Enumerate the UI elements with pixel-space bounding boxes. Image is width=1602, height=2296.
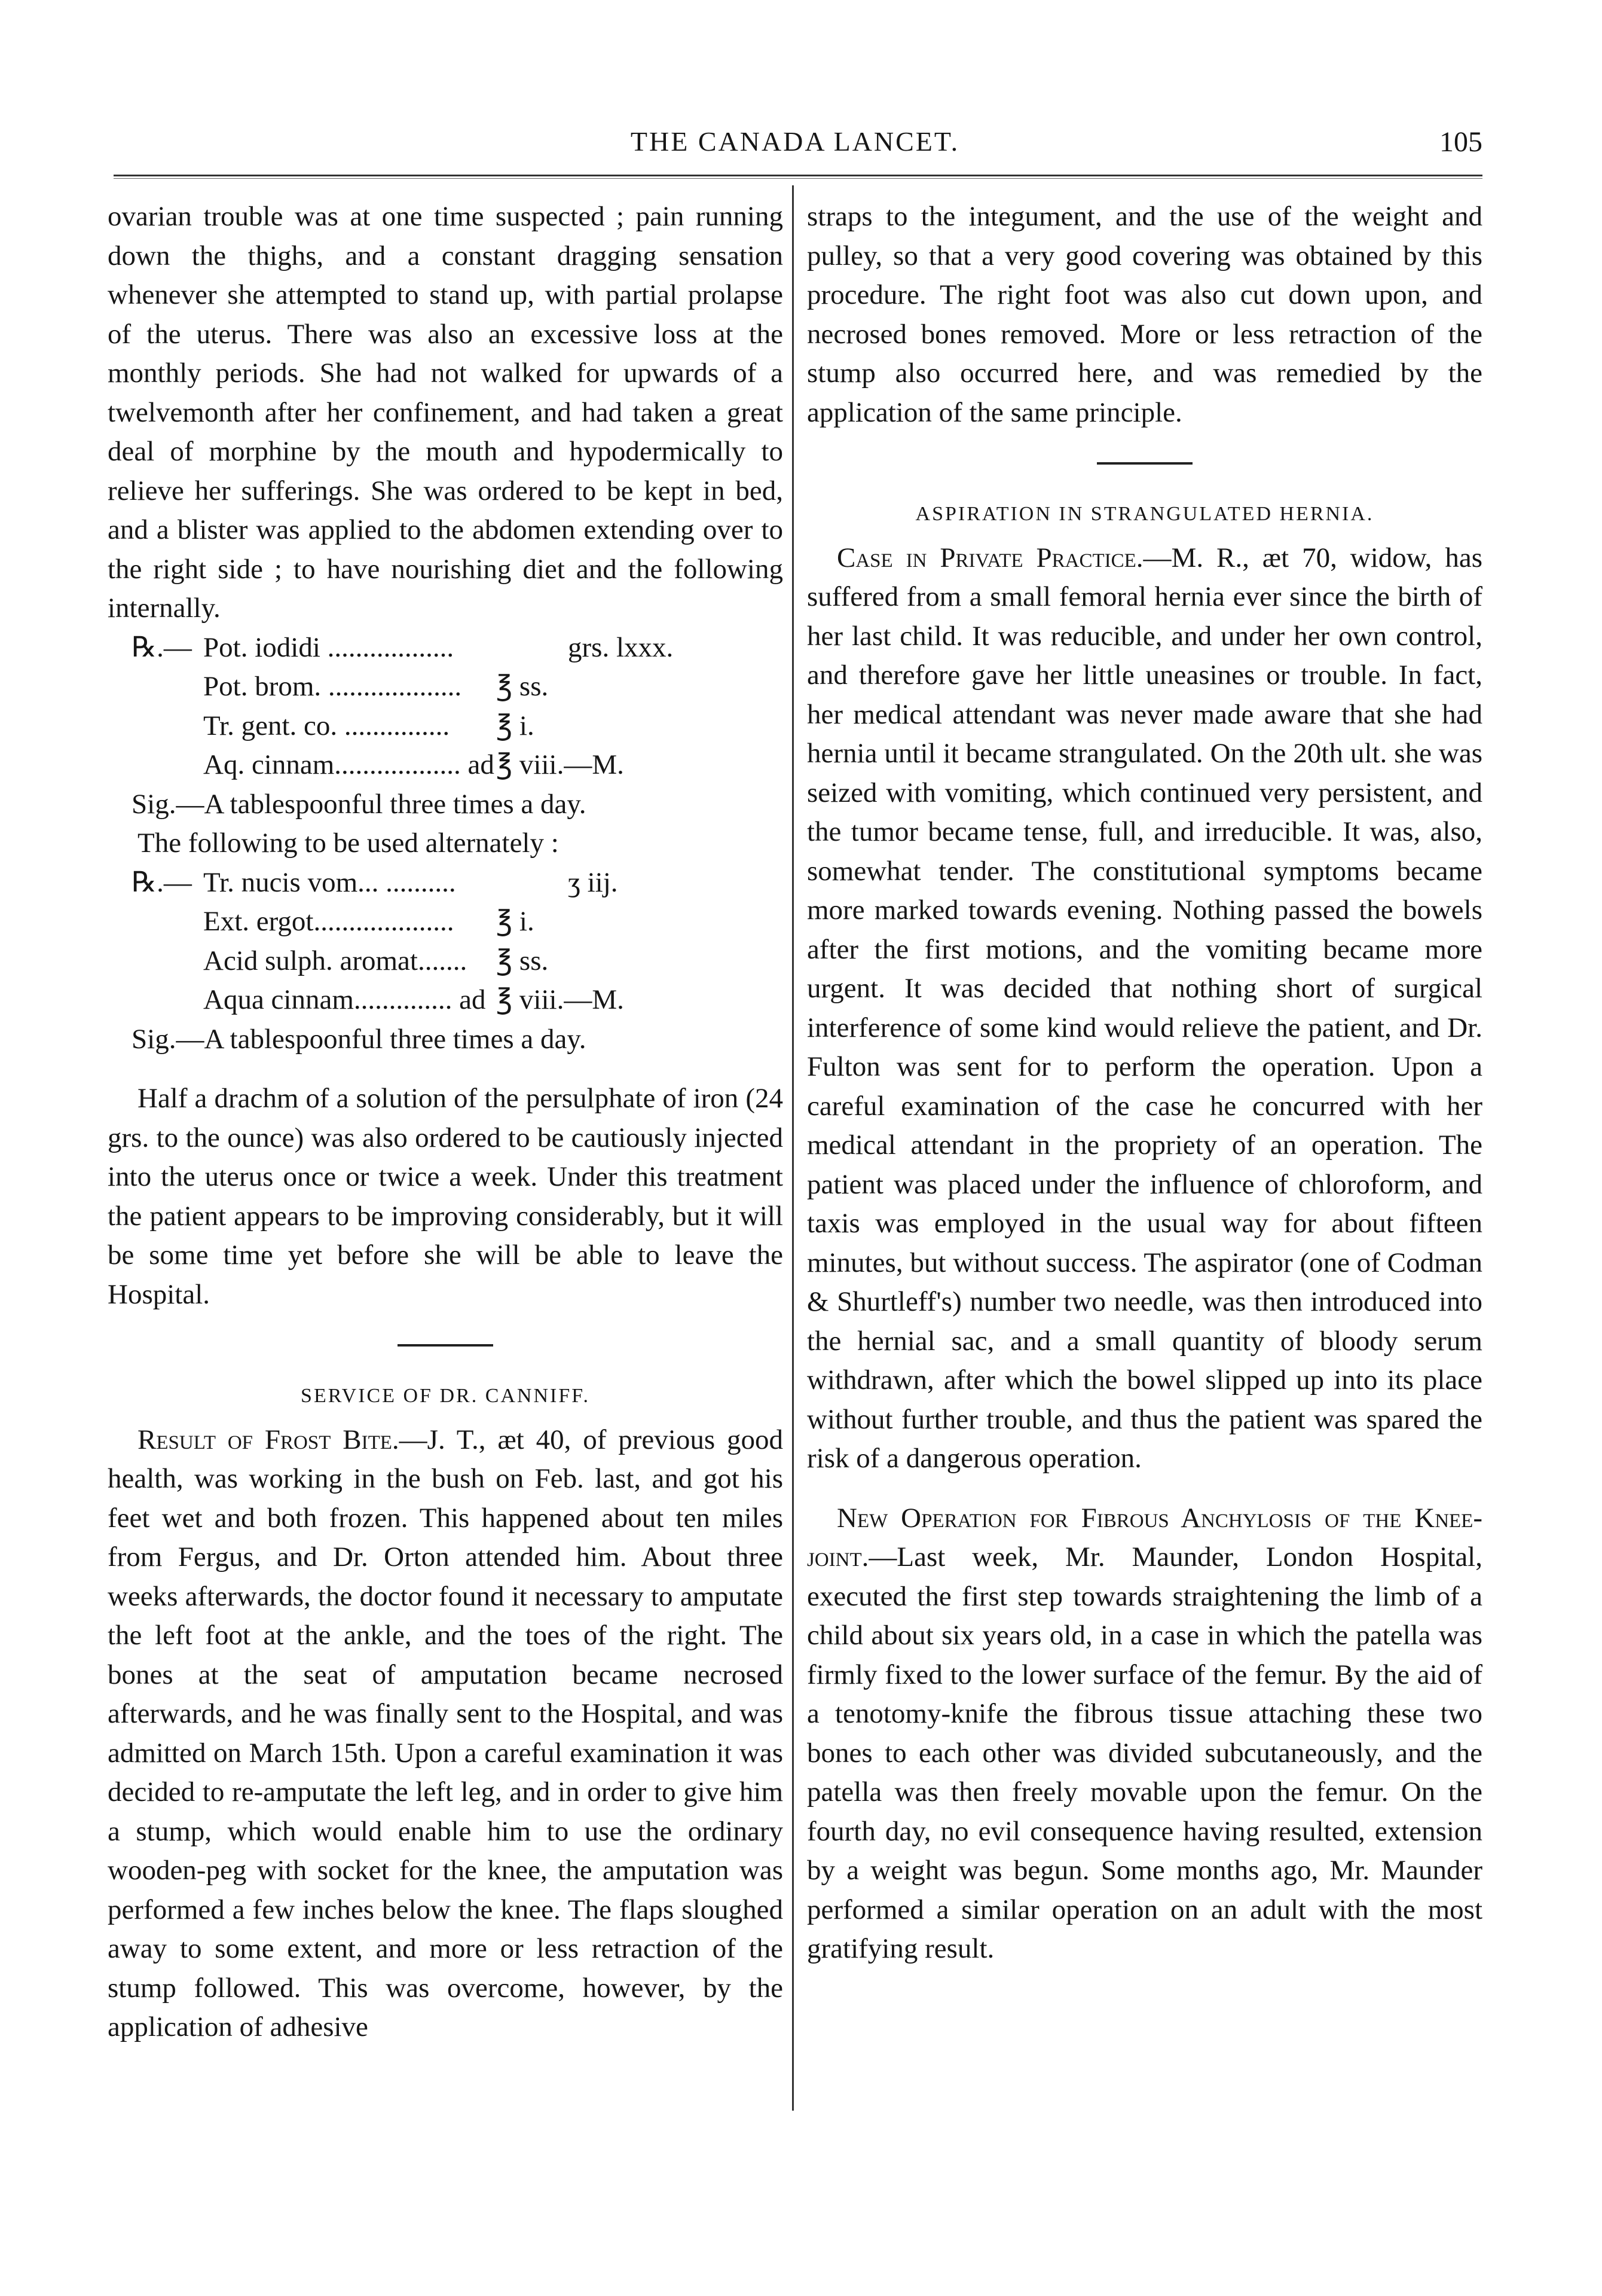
drug-name: Pot. brom. ................... — [203, 671, 462, 702]
case-body: —J. T., æt 40, of previous good health, was working in the bush on Feb. last, and got his feet wet and both frozen. This happened about ten miles from Fergus, and Dr. Orton attended him. About three weeks afterwards, the doctor found it necessary to amputate the left foot at the ankle, and the toes of the right. The bones at the seat of amputation became necrosed afterwards, and he was finally sent to the Hospital, and was admitted on March 15th. Upon a careful examination it was decided to re-amputate the left leg, and in order to give him a stump, which would enable him to use the ordinary wooden-peg with socket for the knee, the amputation was performed a few inches below the knee. The flaps sloughed away to some extent, and more or less retraction of the stump followed. This was overcome, however, by the application of adhesive — [108, 1424, 783, 2042]
left-column — [108, 197, 783, 2047]
treatment-paragraph: Half a drachm of a solution of the persulphate of iron (24 grs. to the ounce) was also ordered to be cautiously injected into the uterus once or twice a week. Under this treatment the patient appears to be improving considerably, but it will be some time yet before she will be able to leave the Hospital. — [108, 1083, 783, 1310]
recipe-symbol: ℞.— — [132, 631, 192, 663]
page-number: 105 — [1439, 126, 1482, 158]
drug-name: Pot. iodidi .................. — [203, 631, 454, 663]
prescription-line — [132, 902, 783, 942]
recipe-symbol: ℞.— — [132, 866, 192, 898]
prescription-line — [132, 746, 783, 785]
case-body: —Last week, Mr. Maunder, London Hospital, executed the first step towards straightening the limb of a child about six years old, in a case in which the patella was firmly fixed to the lower surface of the femur. By the aid of a tenotomy-knife the fibrous tissue attaching these two bones to each other was divided subcutaneously, and the patella was then freely movable upon the femur. On the fourth day, no evil consequence having resulted, extension by a weight was begun. Some months ago, Mr. Maunder performed a similar operation on an adult with the most gratifying result. — [807, 1541, 1482, 1964]
prescription-line — [132, 667, 783, 707]
drug-name: Aqua cinnam.............. ad — [203, 984, 486, 1015]
section-heading: ASPIRATION IN STRANGULATED HERNIA. — [915, 503, 1374, 525]
alternate-intro: The following to be used alternately : — [137, 828, 559, 859]
drug-dose: ℥ viii.—M. — [496, 984, 624, 1015]
drug-dose: ℥ i. — [496, 906, 534, 937]
signa-line: Sig.—A tablespoonful three times a day. — [132, 788, 586, 820]
case-continuation-paragraph: ovarian trouble was at one time suspected ; pain running down the thighs, and a constant dragging sensation whenever she attempted to stand up, with partial prolapse of the uterus. There was also an excessive loss at the monthly periods. She had not walked for upwards of a twelvemonth after her confinement, and had taken a great deal of morphine by the mouth and hypodermically to relieve her sufferings. She was ordered to be kept in bed, and a blister was applied to the abdomen extending over to the right side ; to have nourishing diet and the following internally. — [108, 201, 783, 624]
column-divider — [792, 185, 794, 2111]
case-title: New Operation for Fibrous Anchylosis of the Knee-joint. — [807, 1502, 1482, 1573]
drug-dose: ʒ iij. — [568, 866, 618, 898]
case-title: Case in Private Practice. — [837, 542, 1144, 573]
drug-name: Aq. cinnam.................. ad — [203, 749, 494, 780]
drug-dose: ℥ ss. — [496, 945, 549, 976]
running-title: THE CANADA LANCET. — [630, 126, 960, 157]
page-header — [108, 126, 1482, 173]
frost-bite-continuation: straps to the integument, and the use of the weight and pulley, so that a very good covering was obtained by this procedure. The right foot was also cut down upon, and necrosed bones removed. More or less retraction of the stump also occurred here, and was remedied by the application of the same principle. — [807, 201, 1482, 428]
prescription-line — [132, 863, 783, 903]
section-divider — [1097, 462, 1193, 465]
right-column — [807, 197, 1482, 1969]
drug-dose: ℥ i. — [496, 710, 534, 741]
prescription-line — [132, 942, 783, 981]
prescription-1 — [132, 628, 783, 785]
case-title: Result of Frost Bite. — [137, 1424, 399, 1455]
prescription-line — [132, 707, 783, 746]
section-divider — [398, 1344, 493, 1347]
drug-dose: ℥ ss. — [496, 671, 549, 702]
drug-name: Tr. nucis vom... .......... — [203, 866, 456, 898]
frost-bite-paragraph — [108, 1421, 783, 2047]
header-rule — [114, 175, 1482, 179]
anchylosis-paragraph — [807, 1499, 1482, 1969]
drug-name: Tr. gent. co. ............... — [203, 710, 450, 741]
prescription-2 — [132, 863, 783, 1020]
drug-name: Acid sulph. aromat....... — [203, 945, 467, 976]
case-body: —M. R., æt 70, widow, has suffered from a small femoral hernia ever since the birth of her last child. It was reducible, and under her own control, and therefore gave her little uneasines or trouble. In fact, her medical attendant was never made aware that she had hernia until it became strangulated. On the 20th ult. she was seized with vomiting, which continued very persistent, and the tumor became tense, full, and irreducible. It was, also, somewhat tender. The constitutional symptoms became more marked towards evening. Nothing passed the bowels after the first motions, and the vomiting became more urgent. It was decided that nothing short of surgical interference of some kind would relieve the patient, and Dr. Fulton was sent for to perform the operation. Upon a careful examination of the case he concurred with her medical attendant in the propriety of an operation. The patient was placed under the influence of chloroform, and taxis was employed in the usual way for about fifteen minutes, but without success. The aspirator (one of Codman & Shurtleff's) number two needle, was then introduced into the hernial sac, and a small quantity of bloody serum withdrawn, after which the bowel slipped up into its place without further trouble, and thus the patient was spared the risk of a dangerous operation. — [807, 542, 1482, 1474]
signa-line: Sig.—A tablespoonful three times a day. — [132, 1023, 586, 1055]
drug-name: Ext. ergot.................... — [203, 906, 454, 937]
prescription-line — [132, 628, 783, 668]
prescription-line — [132, 981, 783, 1020]
section-heading: SERVICE OF DR. CANNIFF. — [301, 1385, 590, 1407]
hernia-paragraph — [807, 539, 1482, 1479]
drug-dose: grs. lxxx. — [568, 631, 674, 663]
drug-dose: ℥ viii.—M. — [496, 749, 624, 780]
